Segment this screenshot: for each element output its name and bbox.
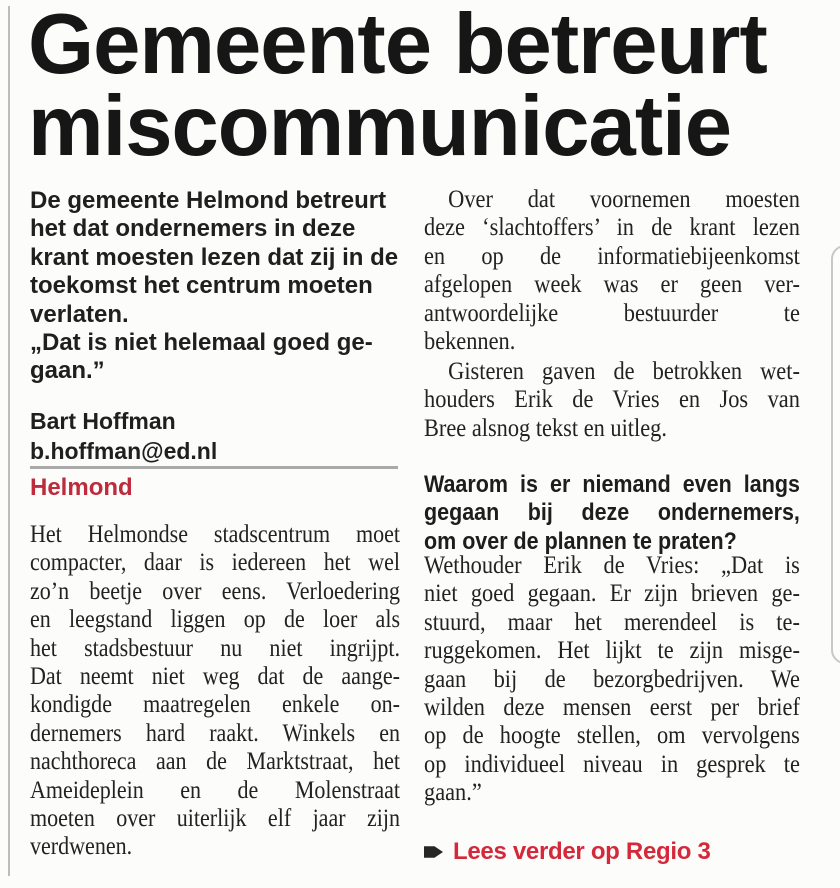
read-more-label: Lees verder op Regio 3 — [453, 838, 711, 865]
text-line: Het Helmondse stadscentrum moet — [30, 521, 401, 548]
text-line: op individueel niveau in gesprek te — [424, 750, 800, 778]
article-paragraph-gisteren — [424, 358, 800, 443]
byline — [30, 406, 217, 466]
byline-divider-rule — [30, 466, 398, 469]
article-intro — [30, 187, 415, 386]
text-line: bekennen. — [424, 328, 516, 356]
text-line: gegaan bij deze ondernemers, — [424, 499, 800, 527]
article-body-left-column — [30, 521, 400, 862]
author-name: Bart Hoffman — [30, 408, 176, 434]
text-line: stuurd, maar het merendeel is te- — [424, 608, 800, 636]
text-line: Bree alsnog tekst en uitleg. — [424, 414, 667, 442]
text-line: ruggekomen. Het lijkt te zijn misge- — [424, 637, 800, 665]
text-line: afgelopen week was er geen ver- — [424, 271, 800, 299]
text-line: antwoordelijke bestuurder te — [424, 299, 800, 327]
text-line: dernemers hard raakt. Winkels en — [30, 719, 401, 747]
text-line: nachthoreca aan de Marktstraat, het — [30, 748, 401, 776]
text-line: en op de informatiebijeenkomst — [424, 242, 800, 270]
text-line: De gemeente Helmond betreurt — [30, 187, 387, 214]
scrollbar-thumb[interactable] — [831, 245, 840, 664]
text-line: verlaten. — [30, 300, 129, 328]
text-line: Dat neemt niet weg dat de aange- — [30, 663, 401, 691]
text-line: gaan.” — [424, 779, 482, 807]
text-line: houders Erik de Vries en Jos van — [424, 386, 800, 414]
headline-line-1: Gemeente betreurt — [28, 0, 767, 92]
interview-answer — [424, 552, 800, 808]
text-line: Ameideplein en de Molenstraat — [30, 776, 401, 804]
arrow-right-marker-icon — [424, 845, 443, 860]
text-line: deze ‘slachtoffers’ in de krant lezen — [424, 214, 800, 242]
text-line: krant moesten lezen dat zij in de — [30, 243, 399, 271]
text-line: Wethouder Erik de Vries: „Dat is — [424, 552, 800, 579]
text-line: het stadsbestuur nu niet ingrijpt. — [30, 634, 401, 662]
read-more-link[interactable] — [424, 838, 711, 866]
text-line: „Dat is niet helemaal goed ge- — [30, 329, 373, 357]
text-line: moeten over uiterlijk elf jaar zijn — [30, 805, 401, 833]
text-line: Gisteren gaven de betrokken wet- — [448, 358, 800, 385]
text-line: gaan.” — [30, 357, 105, 385]
interview-question — [424, 471, 800, 556]
text-line: niet goed gegaan. Er zijn brieven ge- — [424, 580, 800, 608]
text-line: Waarom is er niemand even langs — [424, 471, 800, 498]
author-email: b.hoffman@ed.nl — [30, 438, 218, 464]
text-line: Over dat voornemen moesten — [448, 186, 800, 213]
text-line: wilden deze mensen eerst per brief — [424, 694, 800, 722]
text-line: en leegstand liggen op de loer als — [30, 606, 401, 634]
text-line: op de hoogte stellen, om vervolgens — [424, 722, 800, 750]
text-line: om over de plannen te praten? — [424, 527, 737, 555]
text-line: gaan bij de bezorgbedrijven. We — [424, 665, 800, 693]
text-line: verdwenen. — [30, 833, 133, 861]
text-line: het dat ondernemers in deze — [30, 215, 356, 243]
text-line: kondigde maatregelen enkele on- — [30, 691, 401, 719]
section-label: Helmond — [30, 474, 133, 501]
text-line: compacter, daar is iedereen het wel — [30, 549, 401, 577]
headline-line-2: miscommunicatie — [28, 79, 732, 174]
column-divider — [8, 6, 10, 876]
article-headline — [28, 0, 767, 174]
text-line: zo’n beetje over eens. Verloedering — [30, 577, 401, 605]
article-paragraph-over-voornemen — [424, 186, 800, 356]
text-line: toekomst het centrum moeten — [30, 272, 373, 300]
